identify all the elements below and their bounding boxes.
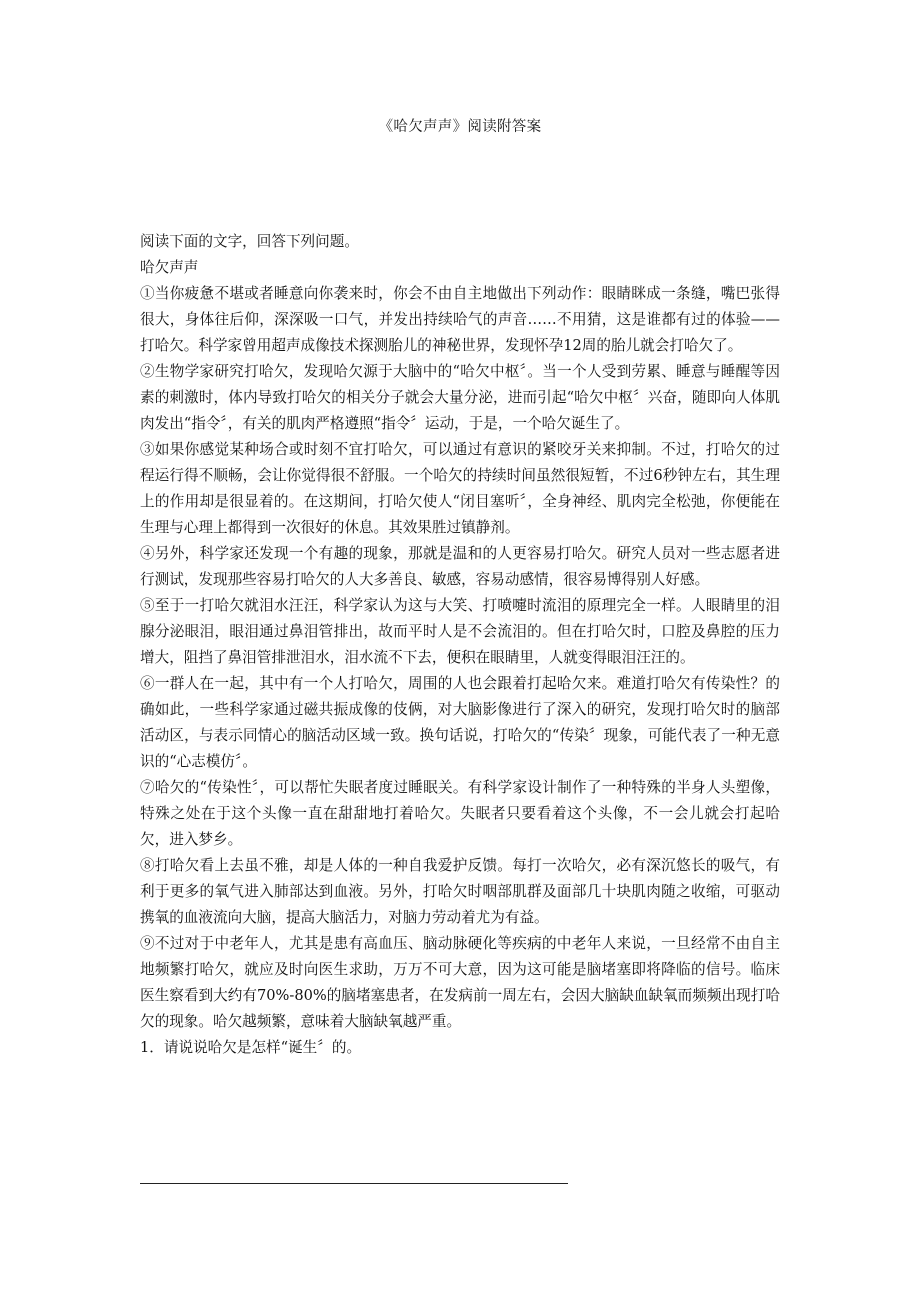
paragraph-8: ⑧打哈欠看上去虽不雅，却是人体的一种自我爱护反馈。每打一次哈欠，必有深沉悠长的吸气，有利于更多的氧气进入肺部达到血液。另外，打哈欠时咽部肌群及面部几十块肌肉随之收缩，可驱动携氧的血液流向大脑，提高大脑活力，对脑力劳动着尤为有益。 xyxy=(140,857,780,926)
paragraph-9: ⑨不过对于中老年人，尤其是患有高血压、脑动脉硬化等疾病的中老年人来说，一旦经常不由自主地频繁打哈欠，就应及时向医生求助，万万不可大意，因为这可能是脑堵塞即将降临的信号。临床医生察看到大约有70%-80%的脑堵塞患者，在发病前一周左右，会因大脑缺血缺氧而频频出现打哈欠的现象。哈欠越频繁，意味着大脑缺氧越严重。 xyxy=(140,935,780,1030)
paragraph-1: ①当你疲惫不堪或者睡意向你袭来时，你会不由自主地做出下列动作：眼睛眯成一条缝，嘴巴张得很大，身体往后仰，深深吸一口气，并发出持续哈气的声音……不用猜，这是谁都有过的体验——打哈欠。科学家曾用超声成像技术探测胎儿的神秘世界，发现怀孕12周的胎儿就会打哈欠了。 xyxy=(140,285,780,354)
paragraph-3: ③如果你感觉某种场合或时刻不宜打哈欠，可以通过有意识的紧咬牙关来抑制。不过，打哈欠的过程运行得不顺畅，会让你觉得很不舒服。一个哈欠的持续时间虽然很短暂，不过6秒钟左右，其生理上的作用却是很显着的。在这期间，打哈欠使人“闭目塞听〞，全身神经、肌肉完全松弛，你便能在生理与心理上都得到一次很好的休息。其效果胜过镇静剂。 xyxy=(140,441,780,536)
paragraph-2: ②生物学家研究打哈欠，发现哈欠源于大脑中的“哈欠中枢〞。当一个人受到劳累、睡意与睡醒等因素的刺激时，体内导致打哈欠的相关分子就会大量分泌，进而引起“哈欠中枢〞兴奋，随即向人体肌肉发出“指令〞，有关的肌肉严格遵照“指令〞运动，于是，一个哈欠诞生了。 xyxy=(140,363,780,432)
paragraph-6: ⑥一群人在一起，其中有一个人打哈欠，周围的人也会跟着打起哈欠来。难道打哈欠有传染性？的确如此，一些科学家通过磁共振成像的伎俩，对大脑影像进行了深入的研究，发现打哈欠时的脑部活动区，与表示同情心的脑活动区域一致。换句话说，打哈欠的“传染〞现象，可能代表了一种无意识的“心志模仿〞。 xyxy=(140,675,780,770)
paragraph-7: ⑦哈欠的“传染性〞，可以帮忙失眠者度过睡眠关。有科学家设计制作了一种特殊的半身人头塑像，特殊之处在于这个头像一直在甜甜地打着哈欠。失眠者只要看着这个头像，不一会儿就会打起哈欠，进入梦乡。 xyxy=(140,779,780,848)
question-1: 1．请说说哈欠是怎样“诞生〞的。 xyxy=(140,1039,362,1056)
article-title: 哈欠声声 xyxy=(140,259,199,276)
paragraph-4: ④另外，科学家还发现一个有趣的现象，那就是温和的人更容易打哈欠。研究人员对一些志愿者进行测试，发现那些容易打哈欠的人大多善良、敏感，容易动感情，很容易博得别人好感。 xyxy=(140,545,780,588)
instruction-text: 阅读下面的文字，回答下列问题。 xyxy=(140,233,359,250)
document-body xyxy=(140,229,780,1061)
document-title: 《哈欠声声》阅读附答案 xyxy=(378,119,542,135)
paragraph-5: ⑤至于一打哈欠就泪水汪汪，科学家认为这与大笑、打喷嚏时流泪的原理完全一样。人眼睛里的泪腺分泌眼泪，眼泪通过鼻泪管排出，故而平时人是不会流泪的。但在打哈欠时，口腔及鼻腔的压力增大，阻挡了鼻泪管排泄泪水，泪水流不下去，便积在眼睛里，人就变得眼泪汪汪的。 xyxy=(140,597,780,666)
answer-blank-line xyxy=(140,1183,568,1184)
